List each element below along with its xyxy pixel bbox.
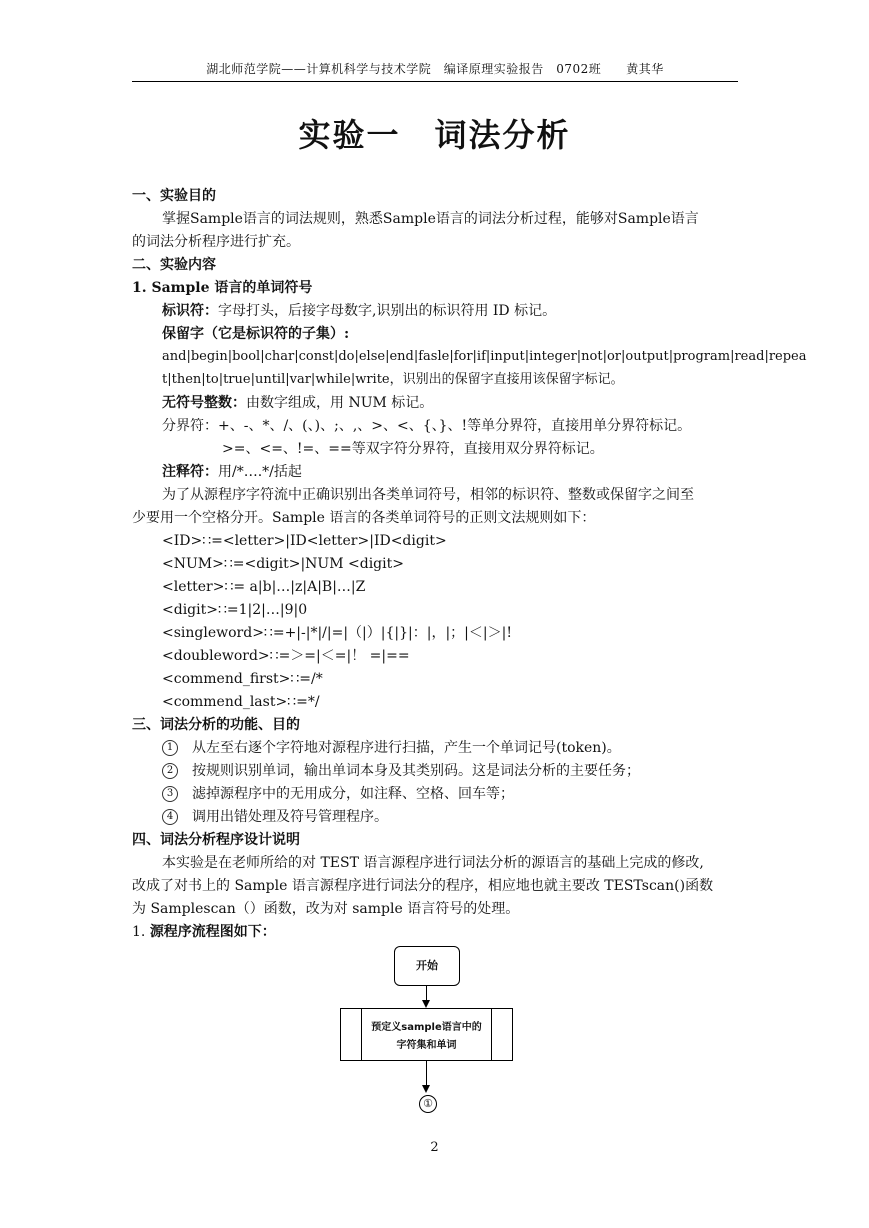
grammar-rule: <ID>∷=<letter>|ID<letter>|ID<digit> [162,533,447,549]
header-rule [132,81,738,82]
comment-label: 注释符： [162,464,218,480]
list-item-text: 从左至右逐个字符地对源程序进行扫描，产生一个单词记号(token)。 [192,740,621,756]
section-1-paragraph-line-1: 掌握Sample语言的词法规则，熟悉Sample语言的词法分析过程，能够对Sample语言 [162,211,699,227]
list-item-text: 调用出错处理及符号管理程序。 [192,809,388,825]
identifier-definition [162,302,556,320]
grammar-rule: <doubleword>∷=＞=|＜=|！ =|== [162,648,410,664]
keyword-list-line-1: and|begin|bool|char|const|do|else|end|fasle|for|if|input|integer|not|or|output|program|read|repea [162,349,807,364]
comment-text: 用/*….*/括起 [218,464,302,480]
number-text: 由数字组成，用 NUM 标记。 [246,395,434,411]
section-3-heading: 三、词法分析的功能、目的 [132,717,300,733]
item-number-circle: 2 [162,763,178,779]
item-number-circle: 3 [162,786,178,802]
grammar-rule: <singleword>∷=+|-|*|/|=|（|）|{|}|：|，|；|＜|＞|! [162,625,512,641]
flowchart-arrow-head [422,1085,430,1093]
item-number-circle: 1 [162,740,178,756]
section-4-paragraph-line-1: 本实验是在老师所给的对 TEST 语言源程序进行词法分析的源语言的基础上完成的修改, [162,855,704,871]
grammar-rule: <commend_first>∷=/* [162,671,323,687]
section-4-heading: 四、词法分析程序设计说明 [132,832,300,848]
section-2-subheading-1: 1. Sample 语言的单词符号 [132,280,313,296]
section-4-paragraph-line-3: 为 Samplescan（）函数，改为对 sample 语言符号的处理。 [132,901,520,917]
section-2-heading: 二、实验内容 [132,257,216,273]
list-item [162,808,388,826]
list-item [162,739,621,757]
page-number: 2 [430,1140,439,1155]
grammar-rule: <commend_last>∷=*/ [162,694,320,710]
list-item-text: 滤掉源程序中的无用成分，如注释、空格、回车等； [192,786,514,802]
delimiter-line-1: 分界符：+、-、*、/、(、)、;、,、>、<、{、}、!等单分界符，直接用单分界符标记。 [162,418,692,434]
section-1-heading: 一、实验目的 [132,188,216,204]
subheading-number: 1. [132,924,146,940]
number-label: 无符号整数： [162,395,246,411]
flowchart-start-node: 开始 [394,946,460,986]
page-header: 湖北师范学院——计算机科学与技术学院 编译原理实验报告 0702班 黄其华 [206,62,664,76]
flowchart-arrow-head [422,1000,430,1008]
section-1-paragraph-line-2: 的词法分析程序进行扩充。 [132,234,300,250]
grammar-intro-line-2: 少要用一个空格分开。Sample 语言的各类单词符号的正则文法规则如下： [132,510,596,526]
flowchart-arrow [426,1060,427,1086]
section-4-subheading-1 [132,923,276,941]
comment-definition [162,463,302,481]
flowchart-predefined-process-node [340,1008,513,1061]
list-item-text: 按规则识别单词，输出单词本身及其类别码。这是词法分析的主要任务； [192,763,640,779]
grammar-intro-line-1: 为了从源程序字符流中正确识别出各类单词符号，相邻的标识符、整数或保留字之间至 [162,487,694,503]
identifier-text: 字母打头，后接字母数字,识别出的标识符用 ID 标记。 [218,303,557,319]
grammar-rule: <NUM>∷=<digit>|NUM <digit> [162,556,404,572]
grammar-rule: <letter>∷= a|b|…|z|A|B|…|Z [162,579,366,595]
process-node-line-2: 字符集和单词 [396,1040,457,1051]
page-title: 实验一 词法分析 [298,116,571,154]
flowchart-connector: ① [419,1095,437,1113]
delimiter-line-2: >=、<=、!=、==等双字符分界符，直接用双分界符标记。 [222,441,604,457]
flowchart-arrow [426,985,427,1001]
list-item [162,762,640,780]
subheading-text: 源程序流程图如下： [149,924,276,940]
item-number-circle: 4 [162,809,178,825]
number-definition [162,394,433,412]
process-node-line-1: 预定义sample语言中的 [371,1022,482,1033]
section-4-paragraph-line-2: 改成了对书上的 Sample 语言源程序进行词法分的程序，相应地也就主要改 TESTscan()函数 [132,878,714,894]
process-node-text [361,1019,492,1055]
list-item [162,785,514,803]
keyword-list-line-2: t|then|to|true|until|var|while|write，识别出的保留字直接用该保留字标记。 [162,372,624,387]
identifier-label: 标识符： [162,303,218,319]
grammar-rule: <digit>∷=1|2|…|9|0 [162,602,308,618]
keyword-label: 保留字（它是标识符的子集）: [162,326,350,342]
